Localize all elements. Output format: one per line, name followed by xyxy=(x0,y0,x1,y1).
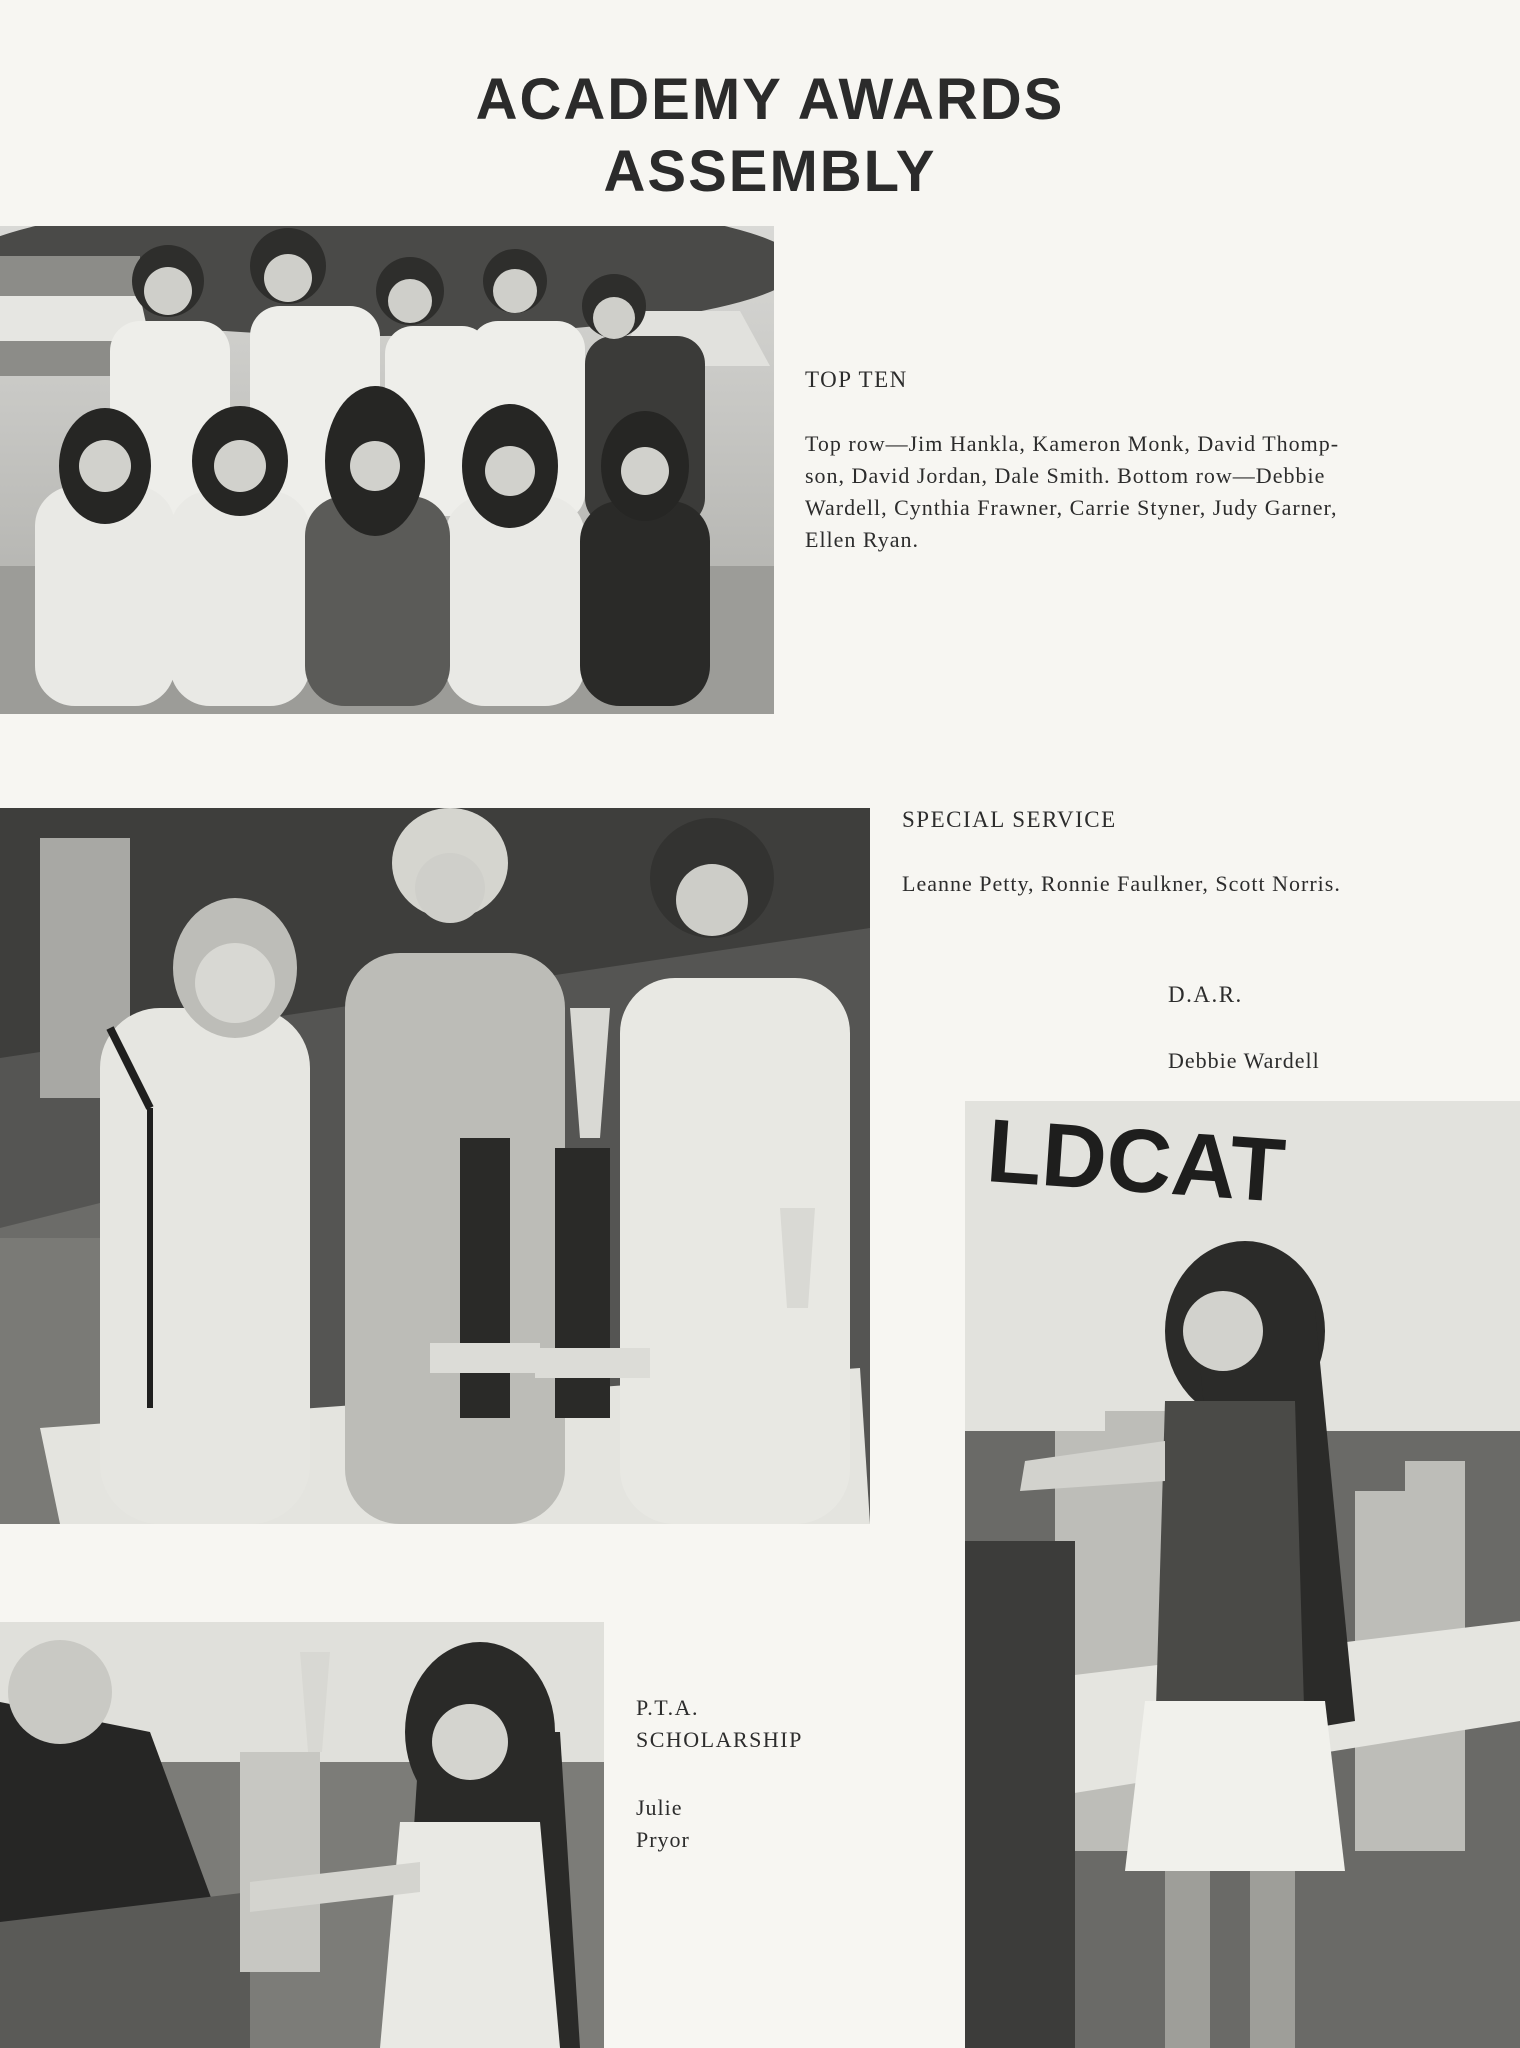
top-ten-caption-line-2: son, David Jordan, Dale Smith. Bottom row—Debbie xyxy=(805,463,1326,488)
pta-name-line-1: Julie xyxy=(636,1795,683,1820)
top-ten-caption-line-4: Ellen Ryan. xyxy=(805,527,919,552)
top-ten-caption-line-1: Top row—Jim Hankla, Kameron Monk, David Thomp- xyxy=(805,431,1340,456)
pta-name xyxy=(636,1792,690,1856)
special-service-photo xyxy=(0,808,870,1524)
top-ten-caption xyxy=(805,428,1339,556)
pta-scholarship-photo xyxy=(0,1622,604,2048)
page-title-line-1: ACADEMY AWARDS xyxy=(475,67,1065,132)
special-service-heading: SPECIAL SERVICE xyxy=(902,807,1117,832)
dar-heading: D.A.R. xyxy=(1168,982,1243,1007)
pta-heading xyxy=(636,1692,803,1756)
top-ten-group-photo xyxy=(0,226,774,714)
pta-name-line-2: Pryor xyxy=(636,1827,690,1852)
top-ten-caption-line-3: Wardell, Cynthia Frawner, Carrie Styner, Judy Garner, xyxy=(805,495,1338,520)
top-ten-heading: TOP TEN xyxy=(805,367,908,392)
page-title xyxy=(0,64,1520,208)
pta-heading-line-1: P.T.A. xyxy=(636,1695,699,1720)
page-title-line-2: ASSEMBLY xyxy=(603,139,937,204)
pta-heading-line-2: SCHOLARSHIP xyxy=(636,1727,803,1752)
dar-name: Debbie Wardell xyxy=(1168,1048,1320,1073)
svg-text:LDCAT: LDCAT xyxy=(983,1101,1289,1222)
special-service-names: Leanne Petty, Ronnie Faulkner, Scott Norris. xyxy=(902,871,1341,896)
dar-photo xyxy=(965,1101,1520,2048)
